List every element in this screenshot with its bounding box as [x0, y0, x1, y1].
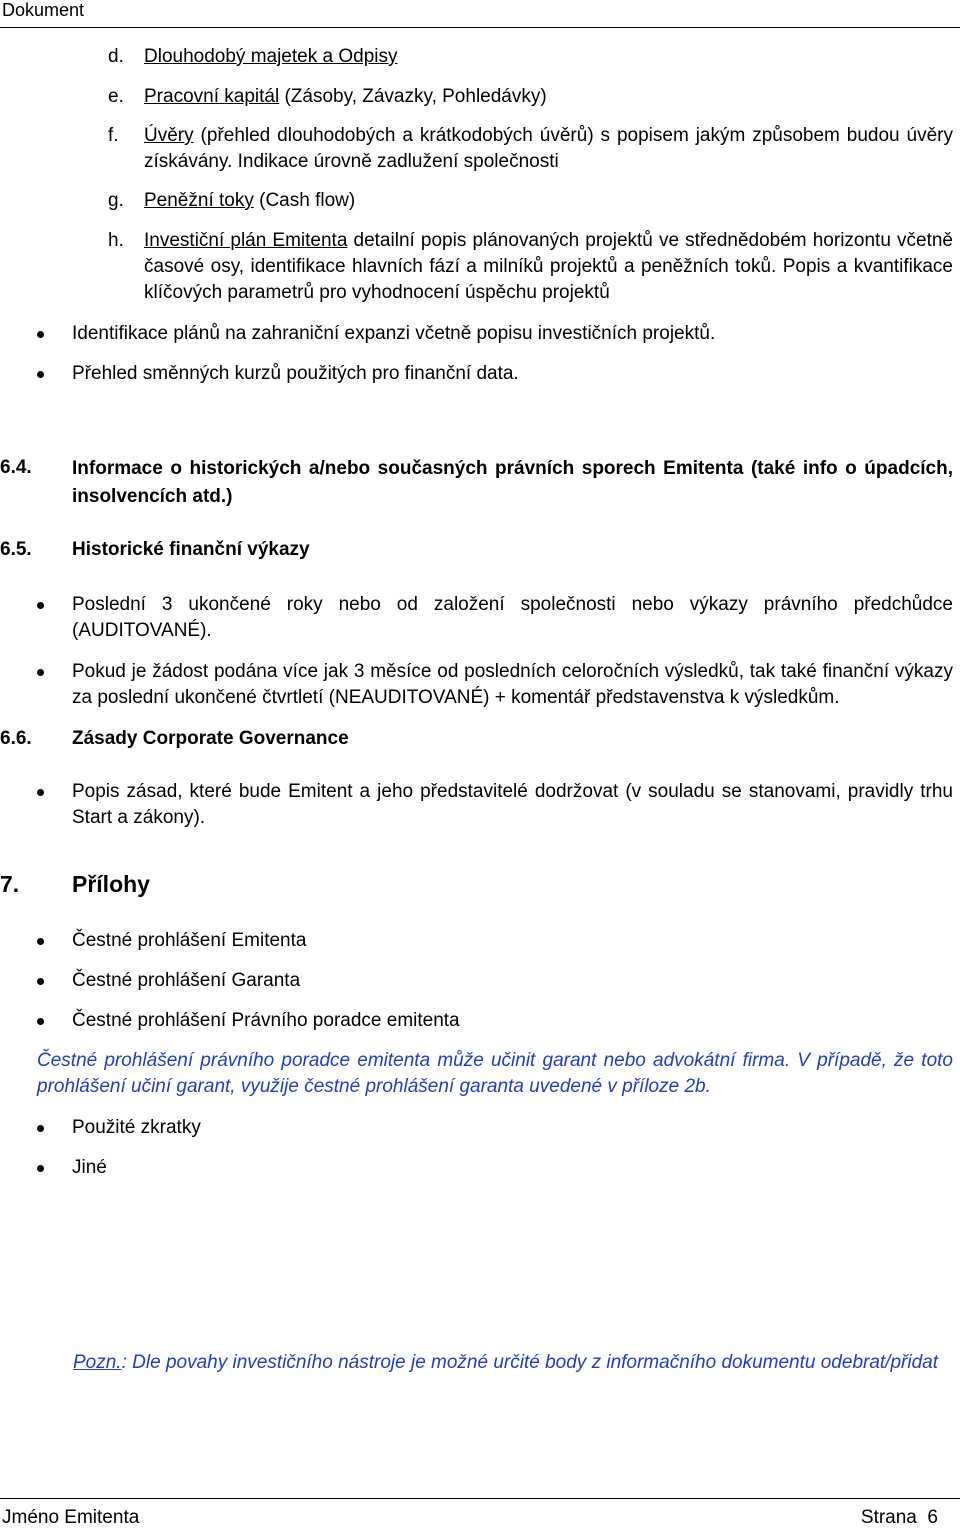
- list-item: Poslední 3 ukončené roky nebo od založení společnosti nebo výkazy právního předchůdce (AUDITOVANÉ).: [72, 594, 953, 641]
- bullet-dot: [37, 789, 44, 796]
- section-6-5-title: Historické finanční výkazy: [72, 539, 310, 560]
- list-item: Čestné prohlášení Právního poradce emitenta: [72, 1010, 460, 1031]
- list-item-f: f. Úvěry (přehled dlouhodobých a krátkodobých úvěrů) s popisem jakým způsobem budou úvěry získávány. Indikace úrovně zadlužení společnosti: [108, 125, 953, 172]
- list-item-e: e. Pracovní kapitál (Zásoby, Závazky, Pohledávky): [108, 86, 547, 107]
- list-item-d: d. Dlouhodobý majetek a Odpisy: [108, 46, 398, 67]
- link-dlouhodoby-majetek[interactable]: Dlouhodobý majetek a Odpisy: [144, 46, 398, 67]
- bullet-dot: [37, 371, 44, 378]
- section-6-4-number: 6.4.: [0, 457, 32, 478]
- list-item: Jiné: [72, 1157, 107, 1178]
- bullet-dot: [37, 1165, 44, 1172]
- section-6-6-number: 6.6.: [0, 728, 32, 749]
- link-penezni-toky[interactable]: Peněžní toky: [144, 190, 254, 211]
- bullet-dot: [37, 978, 44, 985]
- section-7-number: 7.: [0, 871, 20, 897]
- list-item: Čestné prohlášení Garanta: [72, 970, 301, 991]
- section-6-6-title: Zásady Corporate Governance: [72, 728, 349, 749]
- list-item: Pokud je žádost podána více jak 3 měsíce od posledních celoročních výsledků, tak také finanční výkazy za poslední ukončené čtvrtletí (NEAUDITOVANÉ) + komentář představenstva k výsledkům.: [72, 661, 953, 708]
- bullet-dot: [37, 331, 44, 338]
- document-tag: Dokument: [2, 0, 85, 20]
- note-pravni-poradce: Čestné prohlášení právního poradce emitenta může učinit garant nebo advokátní firma. V případě, že toto prohlášení učiní garant, využije čestné prohlášení garanta uvedené v příloze 2b.: [37, 1050, 953, 1097]
- section-6-5-number: 6.5.: [0, 539, 32, 560]
- list-item-h: h. Investiční plán Emitenta detailní popis plánovaných projektů ve střednědobém horizontu včetně časové osy, identifikace hlavních fází a milníků projektů a peněžních toků. Popis a kvantifikace klíčových parametrů pro vyhodnocení úspěchu projektů: [108, 230, 953, 303]
- footer-divider: [0, 1498, 960, 1499]
- bullet-dot: [37, 1125, 44, 1132]
- list-item: Identifikace plánů na zahraniční expanzi včetně popisu investičních projektů.: [72, 323, 716, 344]
- pozn-label: Pozn.: [73, 1352, 122, 1373]
- section-6-4-title: Informace o historických a/nebo současných právních sporech Emitenta (také info o úpadcích, insolvencích atd.): [72, 458, 953, 507]
- bullet-dot: [37, 938, 44, 945]
- list-item: Přehled směnných kurzů použitých pro finanční data.: [72, 363, 519, 384]
- list-item: Použité zkratky: [72, 1117, 201, 1138]
- bullet-dot: [37, 669, 44, 676]
- footer-issuer-name: Jméno Emitenta: [2, 1507, 140, 1528]
- section-7-title: Přílohy: [72, 871, 150, 897]
- link-investicni-plan[interactable]: Investiční plán Emitenta: [144, 230, 348, 251]
- header-divider: [0, 27, 960, 28]
- bullet-dot: [37, 1018, 44, 1025]
- link-pracovni-kapital[interactable]: Pracovní kapitál: [144, 86, 280, 107]
- bullet-dot: [37, 602, 44, 609]
- footer-page-number: Strana 6: [860, 1507, 938, 1528]
- link-uvery[interactable]: Úvěry: [144, 125, 194, 146]
- list-item-g: g. Peněžní toky (Cash flow): [108, 190, 356, 211]
- pozn-note: Pozn.: Dle povahy investičního nástroje je možné určité body z informačního dokumentu odebrat/přidat: [73, 1352, 938, 1373]
- list-item: Popis zásad, které bude Emitent a jeho představitelé dodržovat (v souladu se stanovami, pravidly trhu Start a zákony).: [72, 781, 953, 828]
- list-item: Čestné prohlášení Emitenta: [72, 930, 307, 951]
